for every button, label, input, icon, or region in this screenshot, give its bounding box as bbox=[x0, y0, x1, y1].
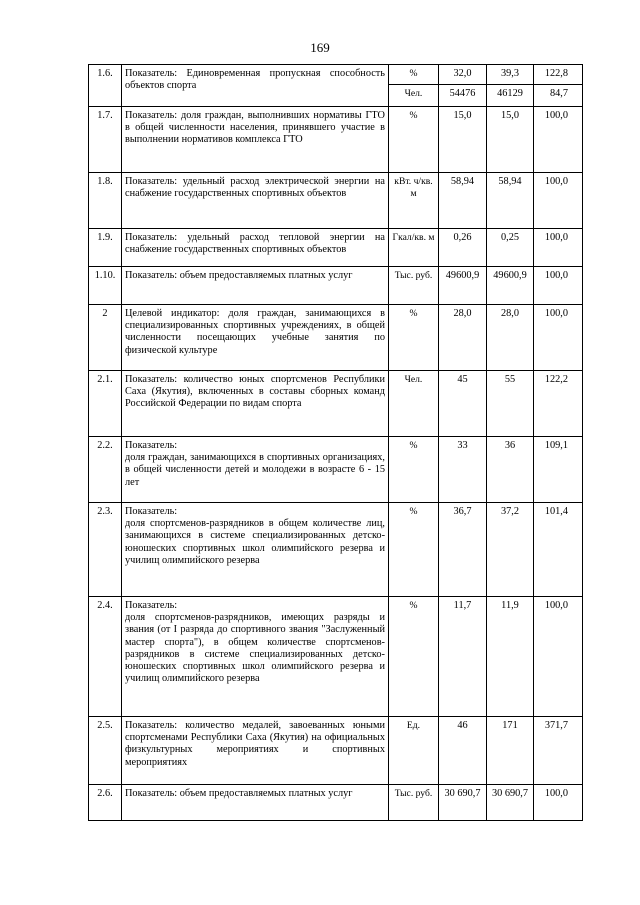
row-description-lead: Показатель: bbox=[125, 600, 178, 611]
row-value-1: 46 bbox=[439, 717, 487, 785]
table-row bbox=[89, 305, 583, 371]
row-value-1: 11,7 bbox=[439, 597, 487, 717]
row-value-1: 0,26 bbox=[439, 229, 487, 267]
row-value-1: 28,0 bbox=[439, 305, 487, 371]
row-unit: % bbox=[389, 503, 439, 597]
row-unit: % bbox=[389, 107, 439, 173]
row-unit: Чел. bbox=[389, 85, 439, 107]
row-description: Показатель: удельный расход тепловой энергии на снабжение государственных спортивных объектов bbox=[122, 229, 389, 267]
row-value-2: 171 bbox=[487, 717, 534, 785]
page-number: 169 bbox=[310, 40, 330, 55]
row-unit: Тыс. руб. bbox=[389, 267, 439, 305]
row-description: Показатель: удельный расход электрической энергии на снабжение государственных спортивных объектов bbox=[122, 173, 389, 229]
row-number: 2.2. bbox=[89, 437, 122, 503]
row-value-3: 122,8 bbox=[534, 65, 583, 85]
row-value-1: 54476 bbox=[439, 85, 487, 107]
row-unit: % bbox=[389, 437, 439, 503]
row-description: Показатель: количество медалей, завоеванных юными спортсменами Республики Саха (Якутия) на официальных физкультурных мероприятиях и спортивных мероприятиях bbox=[122, 717, 389, 785]
row-value-2: 46129 bbox=[487, 85, 534, 107]
row-value-2: 58,94 bbox=[487, 173, 534, 229]
row-description bbox=[122, 597, 389, 717]
row-value-3: 100,0 bbox=[534, 305, 583, 371]
row-value-3: 101,4 bbox=[534, 503, 583, 597]
table-row bbox=[89, 437, 583, 503]
indicators-table bbox=[88, 64, 583, 821]
row-unit: Ед. bbox=[389, 717, 439, 785]
row-number: 1.8. bbox=[89, 173, 122, 229]
row-unit: % bbox=[389, 597, 439, 717]
row-value-2: 0,25 bbox=[487, 229, 534, 267]
row-value-1: 32,0 bbox=[439, 65, 487, 85]
row-number: 2.3. bbox=[89, 503, 122, 597]
row-value-2: 49600,9 bbox=[487, 267, 534, 305]
row-value-3: 100,0 bbox=[534, 597, 583, 717]
row-number: 1.6. bbox=[89, 65, 122, 107]
table-row bbox=[89, 173, 583, 229]
row-description: Показатель: объем предоставляемых платных услуг bbox=[122, 785, 389, 821]
row-unit: Гкал/кв. м bbox=[389, 229, 439, 267]
row-value-3: 100,0 bbox=[534, 229, 583, 267]
row-value-3: 100,0 bbox=[534, 785, 583, 821]
row-value-2: 55 bbox=[487, 371, 534, 437]
row-value-3: 122,2 bbox=[534, 371, 583, 437]
table-row bbox=[89, 229, 583, 267]
table-row bbox=[89, 503, 583, 597]
row-number: 2.6. bbox=[89, 785, 122, 821]
row-number: 2.4. bbox=[89, 597, 122, 717]
row-value-3: 100,0 bbox=[534, 107, 583, 173]
row-description-body: доля граждан, занимающихся в спортивных организациях, в общей численности детей и молодежи в возрасте 6 - 15 лет bbox=[125, 452, 385, 488]
row-value-3: 371,7 bbox=[534, 717, 583, 785]
row-value-1: 33 bbox=[439, 437, 487, 503]
row-value-2: 36 bbox=[487, 437, 534, 503]
row-value-2: 37,2 bbox=[487, 503, 534, 597]
row-description: Целевой индикатор: доля граждан, занимающихся в специализированных спортивных учреждениях, в общей численности посещающих учебные занятия по физической культуре bbox=[122, 305, 389, 371]
row-description-lead: Показатель: bbox=[125, 506, 178, 517]
row-description: Показатель: Единовременная пропускная способность объектов спорта bbox=[122, 65, 389, 107]
row-value-2: 15,0 bbox=[487, 107, 534, 173]
row-value-1: 49600,9 bbox=[439, 267, 487, 305]
row-description-body: доля спортсменов-разрядников в общем количестве лиц, занимающихся в системе специализированных детско-юношеских спортивных школ олимпийского резерва и училищ олимпийского резерва bbox=[125, 518, 385, 566]
row-description: Показатель: объем предоставляемых платных услуг bbox=[122, 267, 389, 305]
row-description-body: доля спортсменов-разрядников, имеющих разряды и звания (от I разряда до спортивного звания "Заслуженный мастер спорта"), в общем количестве спортсменов-разрядников в системе специализированных детско-юношеских спортивных школ олимпийского резерва и училищ олимпийского резерва bbox=[125, 612, 385, 685]
table-row bbox=[89, 717, 583, 785]
row-value-3: 84,7 bbox=[534, 85, 583, 107]
row-number: 2.1. bbox=[89, 371, 122, 437]
row-number: 1.9. bbox=[89, 229, 122, 267]
row-description-lead: Показатель: bbox=[125, 440, 178, 451]
row-description: Показатель: доля граждан, выполнивших нормативы ГТО в общей численности населения, принявшего участие в выполнении нормативов комплекса ГТО bbox=[122, 107, 389, 173]
row-unit: % bbox=[389, 65, 439, 85]
table-row bbox=[89, 597, 583, 717]
row-value-1: 45 bbox=[439, 371, 487, 437]
row-value-2: 28,0 bbox=[487, 305, 534, 371]
row-value-1: 15,0 bbox=[439, 107, 487, 173]
row-description bbox=[122, 503, 389, 597]
row-value-1: 58,94 bbox=[439, 173, 487, 229]
row-value-2: 39,3 bbox=[487, 65, 534, 85]
row-number: 2.5. bbox=[89, 717, 122, 785]
row-description bbox=[122, 437, 389, 503]
row-unit: Чел. bbox=[389, 371, 439, 437]
table-row bbox=[89, 267, 583, 305]
table-row bbox=[89, 107, 583, 173]
table-row bbox=[89, 371, 583, 437]
row-description: Показатель: количество юных спортсменов Республики Саха (Якутия), включенных в составы сборных команд Российской Федерации по видам спорта bbox=[122, 371, 389, 437]
row-unit: кВт. ч/кв. м bbox=[389, 173, 439, 229]
row-value-1: 36,7 bbox=[439, 503, 487, 597]
row-value-1: 30 690,7 bbox=[439, 785, 487, 821]
row-value-2: 11,9 bbox=[487, 597, 534, 717]
row-number: 2 bbox=[89, 305, 122, 371]
row-value-3: 100,0 bbox=[534, 267, 583, 305]
row-value-3: 109,1 bbox=[534, 437, 583, 503]
row-value-3: 100,0 bbox=[534, 173, 583, 229]
row-unit: Тыс. руб. bbox=[389, 785, 439, 821]
table-row bbox=[89, 785, 583, 821]
table-row bbox=[89, 65, 583, 85]
row-unit: % bbox=[389, 305, 439, 371]
row-number: 1.7. bbox=[89, 107, 122, 173]
row-value-2: 30 690,7 bbox=[487, 785, 534, 821]
row-number: 1.10. bbox=[89, 267, 122, 305]
